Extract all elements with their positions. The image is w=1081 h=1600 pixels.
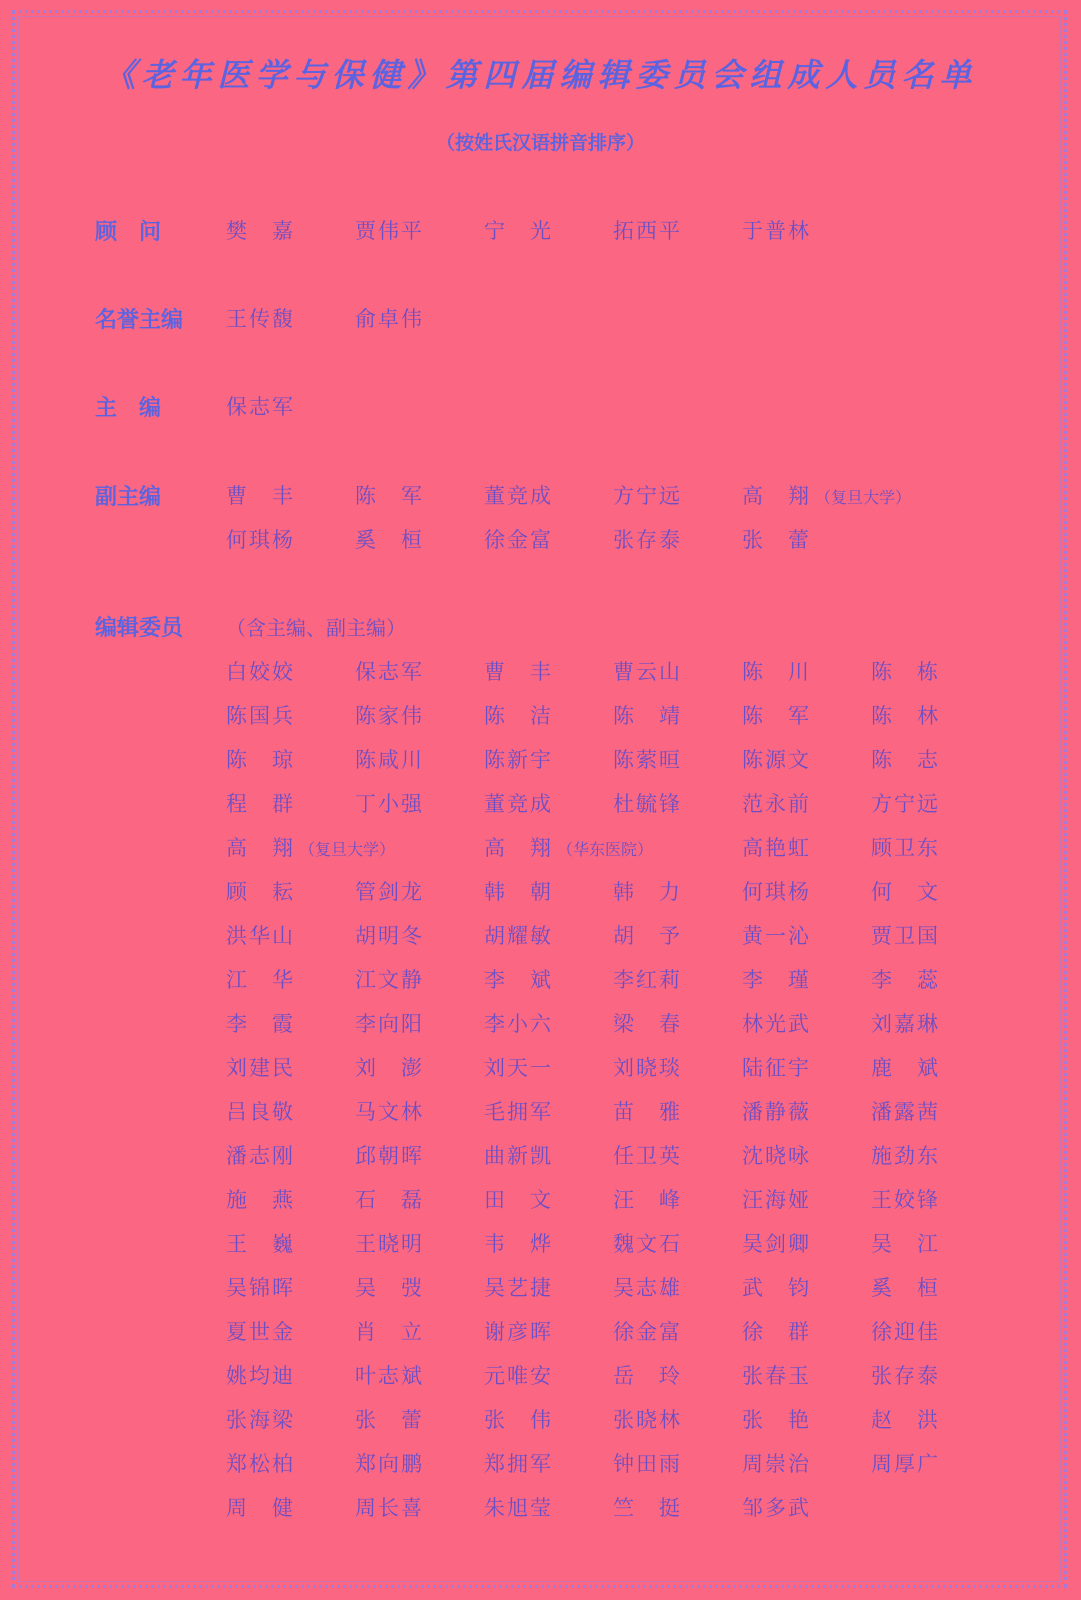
editorial-board-member [484,1228,553,1258]
editorial-board-member [484,700,553,730]
person-name: 董竞成 [484,792,553,816]
person-name: 王 巍 [226,1232,295,1256]
person-name: 吴 弢 [355,1276,424,1300]
person-name: 张 伟 [484,1408,553,1432]
person-name: 陈新宇 [484,748,553,772]
role-label-editor-in-chief: 主 编 [95,396,162,421]
editorial-board-member [742,788,811,818]
person-name: 刘嘉琳 [871,1012,940,1036]
editorial-board-member [871,876,940,906]
advisor-name [484,215,553,245]
person-name: 梁 春 [613,1012,682,1036]
person-name: 潘露茜 [871,1100,940,1124]
editorial-board-member [355,1404,424,1434]
editorial-board-note: （含主编、副主编） [226,616,406,640]
editorial-board-member [613,1448,682,1478]
editorial-board-member [613,744,682,774]
person-name: 任卫英 [613,1144,682,1168]
person-name: 顾卫东 [871,836,940,860]
editorial-board-member [355,744,424,774]
role-label-honorary-editor: 名誉主编 [95,308,184,333]
person-name: 贾伟平 [355,219,424,243]
person-name: 吕良敬 [226,1100,295,1124]
person-name: 李 瑾 [742,968,811,992]
deputy-editor-name [613,524,682,554]
editorial-board-member [871,1096,940,1126]
person-name: 邹多武 [742,1496,811,1520]
editor-in-chief-name [226,391,295,421]
editorial-board-member [871,1316,940,1346]
editorial-board-member [871,920,940,950]
person-name: 徐 群 [742,1320,811,1344]
editorial-board-member [484,1008,553,1038]
person-name: 徐金富 [613,1320,682,1344]
editorial-board-member [484,832,653,862]
person-name: 王姣锋 [871,1188,940,1212]
editorial-board-member [484,876,553,906]
editorial-board-member [742,1008,811,1038]
editorial-board-member [871,788,940,818]
editorial-board-member [613,1052,682,1082]
honorary-editor-name [355,303,424,333]
editorial-board-member [742,700,811,730]
person-name: 施 燕 [226,1188,295,1212]
editorial-board-member [484,1052,553,1082]
person-name: 岳 玲 [613,1364,682,1388]
editorial-board-member [613,1096,682,1126]
editorial-board-member [742,1184,811,1214]
person-name: 苗 雅 [613,1100,682,1124]
advisor-name [226,215,295,245]
person-name: 吴 江 [871,1232,940,1256]
editorial-board-member [226,1228,295,1258]
editorial-board-member [226,920,295,950]
editorial-board-member [613,1228,682,1258]
person-name: 陈 靖 [613,704,682,728]
editorial-board-member [226,1008,295,1038]
person-name: 刘天一 [484,1056,553,1080]
editorial-board-member [355,1448,424,1478]
editorial-board-member [871,1228,940,1258]
editorial-board-member [742,1052,811,1082]
editorial-board-member [355,1184,424,1214]
editorial-board-member [484,788,553,818]
person-name: 张海梁 [226,1408,295,1432]
editorial-board-member [742,1404,811,1434]
editorial-board-member [871,700,940,730]
editorial-board-member [742,1448,811,1478]
person-name: 武 钧 [742,1276,811,1300]
deputy-editor-name [484,480,553,510]
person-name: 陈 川 [742,660,811,684]
deputy-editor-name [484,524,553,554]
editorial-board-member [742,1272,811,1302]
editorial-board-member [871,1184,940,1214]
editorial-board-member [742,832,811,862]
editorial-board-member [226,700,295,730]
editorial-board-member [355,920,424,950]
person-name: 吴剑卿 [742,1232,811,1256]
person-name: 王传馥 [226,307,295,331]
editorial-board-member [226,1404,295,1434]
person-name: 高 翔 [742,484,811,508]
person-name: 魏文石 [613,1232,682,1256]
role-label-advisors: 顾 问 [95,220,162,245]
editorial-board-member [355,1360,424,1390]
editorial-board-member [484,920,553,950]
editorial-board-member [613,876,682,906]
person-name: 郑向鹏 [355,1452,424,1476]
person-name: 何琪杨 [226,528,295,552]
person-name: 何 文 [871,880,940,904]
person-name: 张 蕾 [355,1408,424,1432]
editorial-board-member [355,1316,424,1346]
person-name: 陈 军 [742,704,811,728]
person-name: 郑松柏 [226,1452,295,1476]
person-name: 奚 桓 [355,528,424,552]
editorial-board-member [613,1404,682,1434]
affiliation-note: （复旦大学） [299,840,396,859]
person-name: 李红莉 [613,968,682,992]
editorial-board-member [226,788,295,818]
deputy-editor-name [742,480,911,510]
person-name: 施劲东 [871,1144,940,1168]
person-name: 汪海娅 [742,1188,811,1212]
person-name: 赵 洪 [871,1408,940,1432]
person-name: 保志军 [355,660,424,684]
editorial-board-member [742,920,811,950]
editorial-board-member [742,964,811,994]
editorial-board-member [871,1052,940,1082]
person-name: 曹 丰 [226,484,295,508]
person-name: 江 华 [226,968,295,992]
person-name: 陈 洁 [484,704,553,728]
person-name: 周长喜 [355,1496,424,1520]
person-name: 马文林 [355,1100,424,1124]
person-name: 陈 栋 [871,660,940,684]
editorial-board-member [613,964,682,994]
person-name: 林光武 [742,1012,811,1036]
person-name: 邱朝晖 [355,1144,424,1168]
person-name: 曹云山 [613,660,682,684]
person-name: 高 翔 [484,836,553,860]
editorial-board-member [613,1316,682,1346]
editorial-board-member [355,1008,424,1038]
person-name: 谢彦晖 [484,1320,553,1344]
editorial-board-member [226,964,295,994]
person-name: 丁小强 [355,792,424,816]
editorial-board-member [742,1360,811,1390]
person-name: 李小六 [484,1012,553,1036]
deputy-editor-name [226,480,295,510]
person-name: 徐金富 [484,528,553,552]
editorial-board-member [355,1140,424,1170]
editorial-board-member [226,832,395,862]
editorial-board-member [742,1492,811,1522]
editorial-board-member [355,700,424,730]
deputy-editor-name [355,480,424,510]
person-name: 张 艳 [742,1408,811,1432]
person-name: 陈萦晅 [613,748,682,772]
person-name: 陈源文 [742,748,811,772]
person-name: 俞卓伟 [355,307,424,331]
editorial-board-member [871,1448,940,1478]
editorial-board-member [871,656,940,686]
person-name: 于普林 [742,219,811,243]
person-name: 李 斌 [484,968,553,992]
editorial-board-member [226,1272,295,1302]
person-name: 李 霞 [226,1012,295,1036]
person-name: 曲新凯 [484,1144,553,1168]
deputy-editor-name [226,524,295,554]
editorial-board-member [871,1360,940,1390]
person-name: 陈 军 [355,484,424,508]
editorial-board-member [871,832,940,862]
deputy-editor-name [742,524,811,554]
editorial-board-member [742,1140,811,1170]
person-name: 张存泰 [871,1364,940,1388]
editorial-board-member [355,1052,424,1082]
person-name: 刘晓琰 [613,1056,682,1080]
person-name: 何琪杨 [742,880,811,904]
person-name: 潘志刚 [226,1144,295,1168]
editorial-board-member [226,1492,295,1522]
advisor-name [355,215,424,245]
person-name: 奚 桓 [871,1276,940,1300]
person-name: 高艳虹 [742,836,811,860]
editorial-board-member [613,656,682,686]
editorial-board-member [226,1184,295,1214]
person-name: 吴艺捷 [484,1276,553,1300]
editorial-board-member [484,744,553,774]
person-name: 吴锦晖 [226,1276,295,1300]
editorial-board-member [484,1184,553,1214]
editorial-board-member [226,876,295,906]
editorial-board-member [871,1272,940,1302]
person-name: 韩 力 [613,880,682,904]
editorial-board-member [613,1360,682,1390]
person-name: 保志军 [226,395,295,419]
editorial-board-member [355,656,424,686]
person-name: 肖 立 [355,1320,424,1344]
person-name: 周崇治 [742,1452,811,1476]
person-name: 陈国兵 [226,704,295,728]
editorial-board-member [226,744,295,774]
editorial-board-member [226,1140,295,1170]
person-name: 顾 耘 [226,880,295,904]
person-name: 范永前 [742,792,811,816]
person-name: 沈晓咏 [742,1144,811,1168]
deputy-editor-name [355,524,424,554]
person-name: 杜毓锋 [613,792,682,816]
person-name: 毛拥军 [484,1100,553,1124]
editorial-board-member [613,920,682,950]
editorial-board-member [355,1096,424,1126]
editorial-board-member [226,1360,295,1390]
editorial-board-member [484,1096,553,1126]
person-name: 洪华山 [226,924,295,948]
editorial-board-member [484,1492,553,1522]
person-name: 胡 予 [613,924,682,948]
editorial-board-member [613,1272,682,1302]
editorial-board-member [484,656,553,686]
person-name: 李 蕊 [871,968,940,992]
page-subtitle: （按姓氏汉语拼音排序） [435,132,645,154]
person-name: 竺 挺 [613,1496,682,1520]
person-name: 田 文 [484,1188,553,1212]
person-name: 方宁远 [613,484,682,508]
editorial-board-member [484,1404,553,1434]
person-name: 陈 琼 [226,748,295,772]
editorial-board-member [226,1316,295,1346]
person-name: 陈 林 [871,704,940,728]
editorial-board-member [742,876,811,906]
person-name: 韦 烨 [484,1232,553,1256]
editorial-board-member [484,1140,553,1170]
person-name: 周 健 [226,1496,295,1520]
person-name: 石 磊 [355,1188,424,1212]
person-name: 张存泰 [613,528,682,552]
person-name: 吴志雄 [613,1276,682,1300]
person-name: 夏世金 [226,1320,295,1344]
person-name: 管剑龙 [355,880,424,904]
editorial-board-member [355,1228,424,1258]
editorial-board-member [484,1448,553,1478]
person-name: 李向阳 [355,1012,424,1036]
editorial-board-member [871,1008,940,1038]
editorial-board-member [742,1096,811,1126]
person-name: 陈家伟 [355,704,424,728]
editorial-board-member [226,1448,295,1478]
person-name: 白姣姣 [226,660,295,684]
person-name: 张晓林 [613,1408,682,1432]
person-name: 刘 澎 [355,1056,424,1080]
person-name: 方宁远 [871,792,940,816]
person-name: 胡耀敏 [484,924,553,948]
person-name: 黄一沁 [742,924,811,948]
editorial-board-member [484,1316,553,1346]
editorial-board-member [871,1140,940,1170]
editorial-board-member [871,964,940,994]
editorial-board-member [613,1184,682,1214]
editorial-board-member [484,1272,553,1302]
editorial-board-member [484,964,553,994]
editorial-board-member [613,1492,682,1522]
editorial-board-member [871,744,940,774]
editorial-board-member [355,1492,424,1522]
person-name: 韩 朝 [484,880,553,904]
editorial-board-member [871,1404,940,1434]
person-name: 朱旭莹 [484,1496,553,1520]
person-name: 叶志斌 [355,1364,424,1388]
person-name: 宁 光 [484,219,553,243]
person-name: 董竞成 [484,484,553,508]
person-name: 鹿 斌 [871,1056,940,1080]
person-name: 陈 志 [871,748,940,772]
affiliation-note: （复旦大学） [815,488,912,507]
person-name: 陆征宇 [742,1056,811,1080]
deputy-editor-name [613,480,682,510]
editorial-board-member [613,1140,682,1170]
affiliation-note: （华东医院） [557,840,654,859]
editorial-board-member [613,700,682,730]
honorary-editor-name [226,303,295,333]
person-name: 潘静薇 [742,1100,811,1124]
person-name: 姚均迪 [226,1364,295,1388]
role-label-deputy-editors: 副主编 [95,485,162,510]
editorial-board-member [742,1316,811,1346]
editorial-board-member [742,744,811,774]
person-name: 郑拥军 [484,1452,553,1476]
person-name: 贾卫国 [871,924,940,948]
editorial-board-member [355,788,424,818]
editorial-board-member [355,876,424,906]
editorial-board-member [484,1360,553,1390]
person-name: 周厚广 [871,1452,940,1476]
person-name: 拓西平 [613,219,682,243]
person-name: 元唯安 [484,1364,553,1388]
editorial-board-member [742,656,811,686]
editorial-board-member [355,1272,424,1302]
person-name: 樊 嘉 [226,219,295,243]
person-name: 曹 丰 [484,660,553,684]
person-name: 江文静 [355,968,424,992]
person-name: 徐迎佳 [871,1320,940,1344]
editorial-board-member [226,1052,295,1082]
editorial-board-member [226,656,295,686]
person-name: 张春玉 [742,1364,811,1388]
person-name: 刘建民 [226,1056,295,1080]
editorial-board-member [613,788,682,818]
advisor-name [742,215,811,245]
page-title: 《老年医学与保健》第四届编辑委员会组成人员名单 [103,56,978,94]
editorial-board-member [613,1008,682,1038]
person-name: 汪 峰 [613,1188,682,1212]
role-label-editorial-board: 编辑委员 [95,616,184,641]
person-name: 钟田雨 [613,1452,682,1476]
editorial-board-member [226,1096,295,1126]
person-name: 张 蕾 [742,528,811,552]
editorial-board-member [742,1228,811,1258]
person-name: 陈咸川 [355,748,424,772]
person-name: 王晓明 [355,1232,424,1256]
person-name: 程 群 [226,792,295,816]
person-name: 胡明冬 [355,924,424,948]
advisor-name [613,215,682,245]
person-name: 高 翔 [226,836,295,860]
editorial-board-member [355,964,424,994]
